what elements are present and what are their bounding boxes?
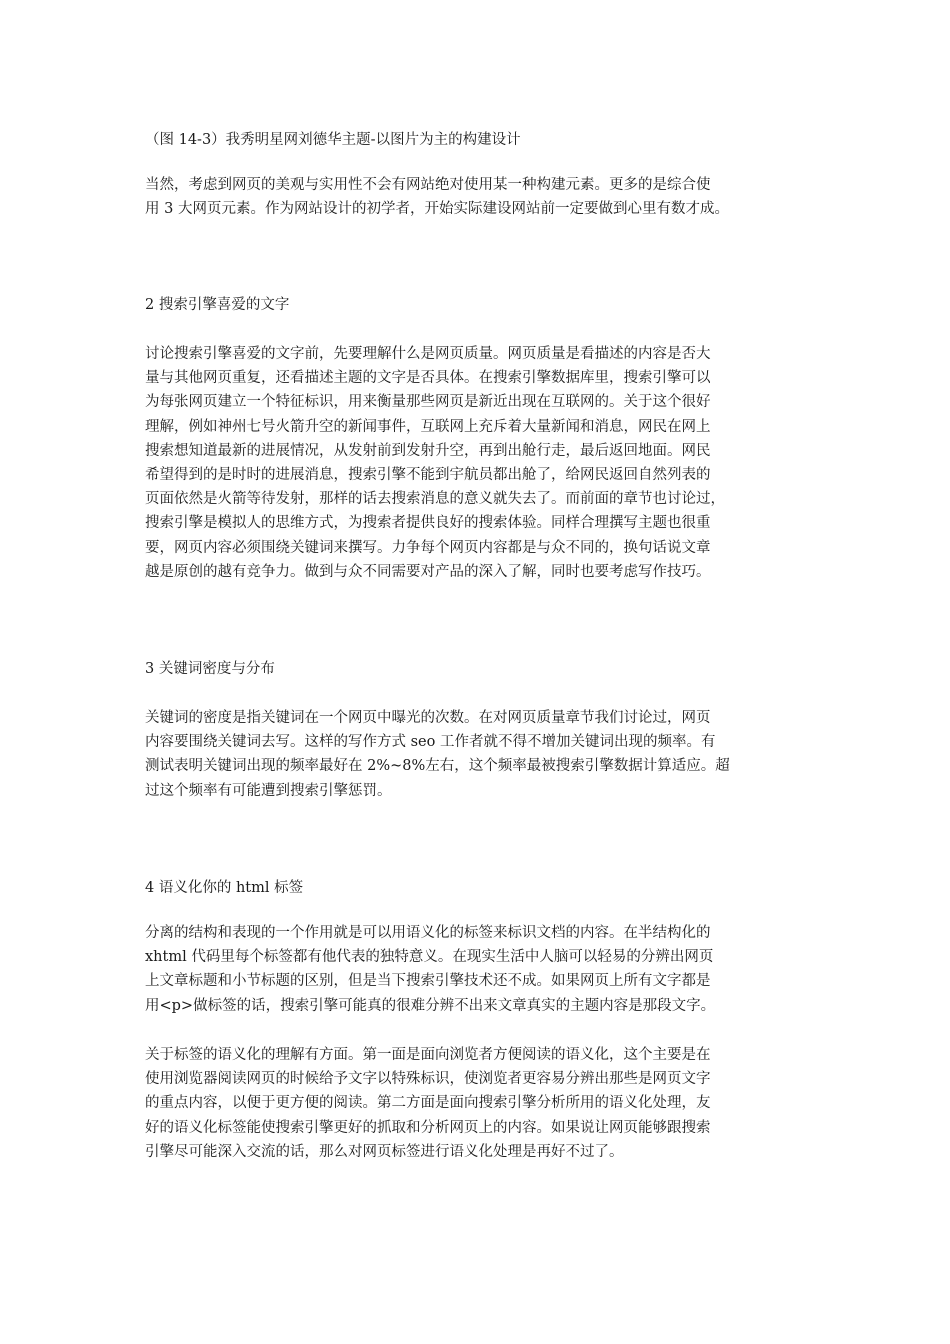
intro-paragraph	[145, 173, 813, 221]
text-line: 用<p>做标签的话，搜索引擎可能真的很难分辨不出来文章真实的主题内容是那段文字。	[145, 997, 716, 1014]
text-line: 内容要围绕关键词去写。这样的写作方式 seo 工作者就不得不增加关键词出现的频率。有	[145, 734, 716, 751]
section-heading-2: 2 搜索引擎喜爱的文字	[145, 297, 290, 313]
text-line: 越是原创的越有竞争力。做到与众不同需要对产品的深入了解，同时也要考虑写作技巧。	[145, 563, 711, 580]
text-line: 上文章标题和小节标题的区别，但是当下搜索引擎技术还不成。如果网页上所有文字都是	[145, 973, 711, 990]
text-line: 搜索引擎是模拟人的思维方式，为搜索者提供良好的搜索体验。同样合理撰写主题也很重	[145, 515, 711, 532]
text-line: 引擎尽可能深入交流的话，那么对网页标签进行语义化处理是再好不过了。	[145, 1143, 624, 1160]
text-line: 当然，考虑到网页的美观与实用性不会有网站绝对使用某一种构建元素。更多的是综合使	[145, 177, 711, 193]
text-line: 的重点内容，以便于更方便的阅读。第二方面是面向搜索引擎分析所用的语义化处理，友	[145, 1095, 711, 1112]
text-line: 要，网页内容必须围绕关键词来撰写。力争每个网页内容都是与众不同的，换句话说文章	[145, 539, 711, 556]
text-line: 搜索想知道最新的进展情况，从发射前到发射升空，再到出舱行走，最后返回地面。网民	[145, 442, 711, 459]
section-2-paragraph	[145, 342, 813, 584]
section-3-paragraph	[145, 706, 813, 803]
section-heading-3: 3 关键词密度与分布	[145, 661, 275, 677]
section-4-paragraph-1	[145, 921, 813, 1018]
text-line: 理解，例如神州七号火箭升空的新闻事件，互联网上充斥着大量新闻和消息，网民在网上	[145, 418, 711, 435]
text-line: 为每张网页建立一个特征标识，用来衡量那些网页是新近出现在互联网的。关于这个很好	[145, 394, 711, 411]
text-line: 测试表明关键词出现的频率最好在 2%~8%左右，这个频率最被搜索引擎数据计算适应。超	[145, 758, 730, 775]
text-line: 关键词的密度是指关键词在一个网页中曝光的次数。在对网页质量章节我们讨论过，网页	[145, 710, 711, 726]
text-line: 用 3 大网页元素。作为网站设计的初学者，开始实际建设网站前一定要做到心里有数才成。	[145, 201, 729, 218]
text-line: 量与其他网页重复，还看描述主题的文字是否具体。在搜索引擎数据库里，搜索引擎可以	[145, 370, 711, 387]
text-line: 希望得到的是时时的进展消息，搜索引擎不能到宇航员都出舱了，给网民返回自然列表的	[145, 467, 711, 484]
text-line: 过这个频率有可能遭到搜索引擎惩罚。	[145, 782, 392, 799]
text-line: 关于标签的语义化的理解有方面。第一面是面向浏览者方便阅读的语义化，这个主要是在	[145, 1047, 711, 1063]
text-line: 好的语义化标签能使搜索引擎更好的抓取和分析网页上的内容。如果说让网页能够跟搜索	[145, 1119, 711, 1136]
text-line: 页面依然是火箭等待发射，那样的话去搜索消息的意义就失去了。而前面的章节也讨论过，	[145, 491, 725, 508]
text-line: 使用浏览器阅读网页的时候给予文字以特殊标识，使浏览者更容易分辨出那些是网页文字	[145, 1071, 711, 1088]
text-line: xhtml 代码里每个标签都有他代表的独特意义。在现实生活中人脑可以轻易的分辨出网页	[145, 949, 714, 966]
document-page	[145, 0, 813, 1344]
section-heading-4: 4 语义化你的 html 标签	[145, 880, 304, 896]
section-4-paragraph-2	[145, 1043, 813, 1164]
text-line: 讨论搜索引擎喜爱的文字前，先要理解什么是网页质量。网页质量是看描述的内容是否大	[145, 346, 711, 362]
text-line: 分离的结构和表现的一个作用就是可以用语义化的标签来标识文档的内容。在半结构化的	[145, 925, 711, 941]
figure-caption: （图 14-3）我秀明星网刘德华主题-以图片为主的构建设计	[145, 132, 521, 148]
